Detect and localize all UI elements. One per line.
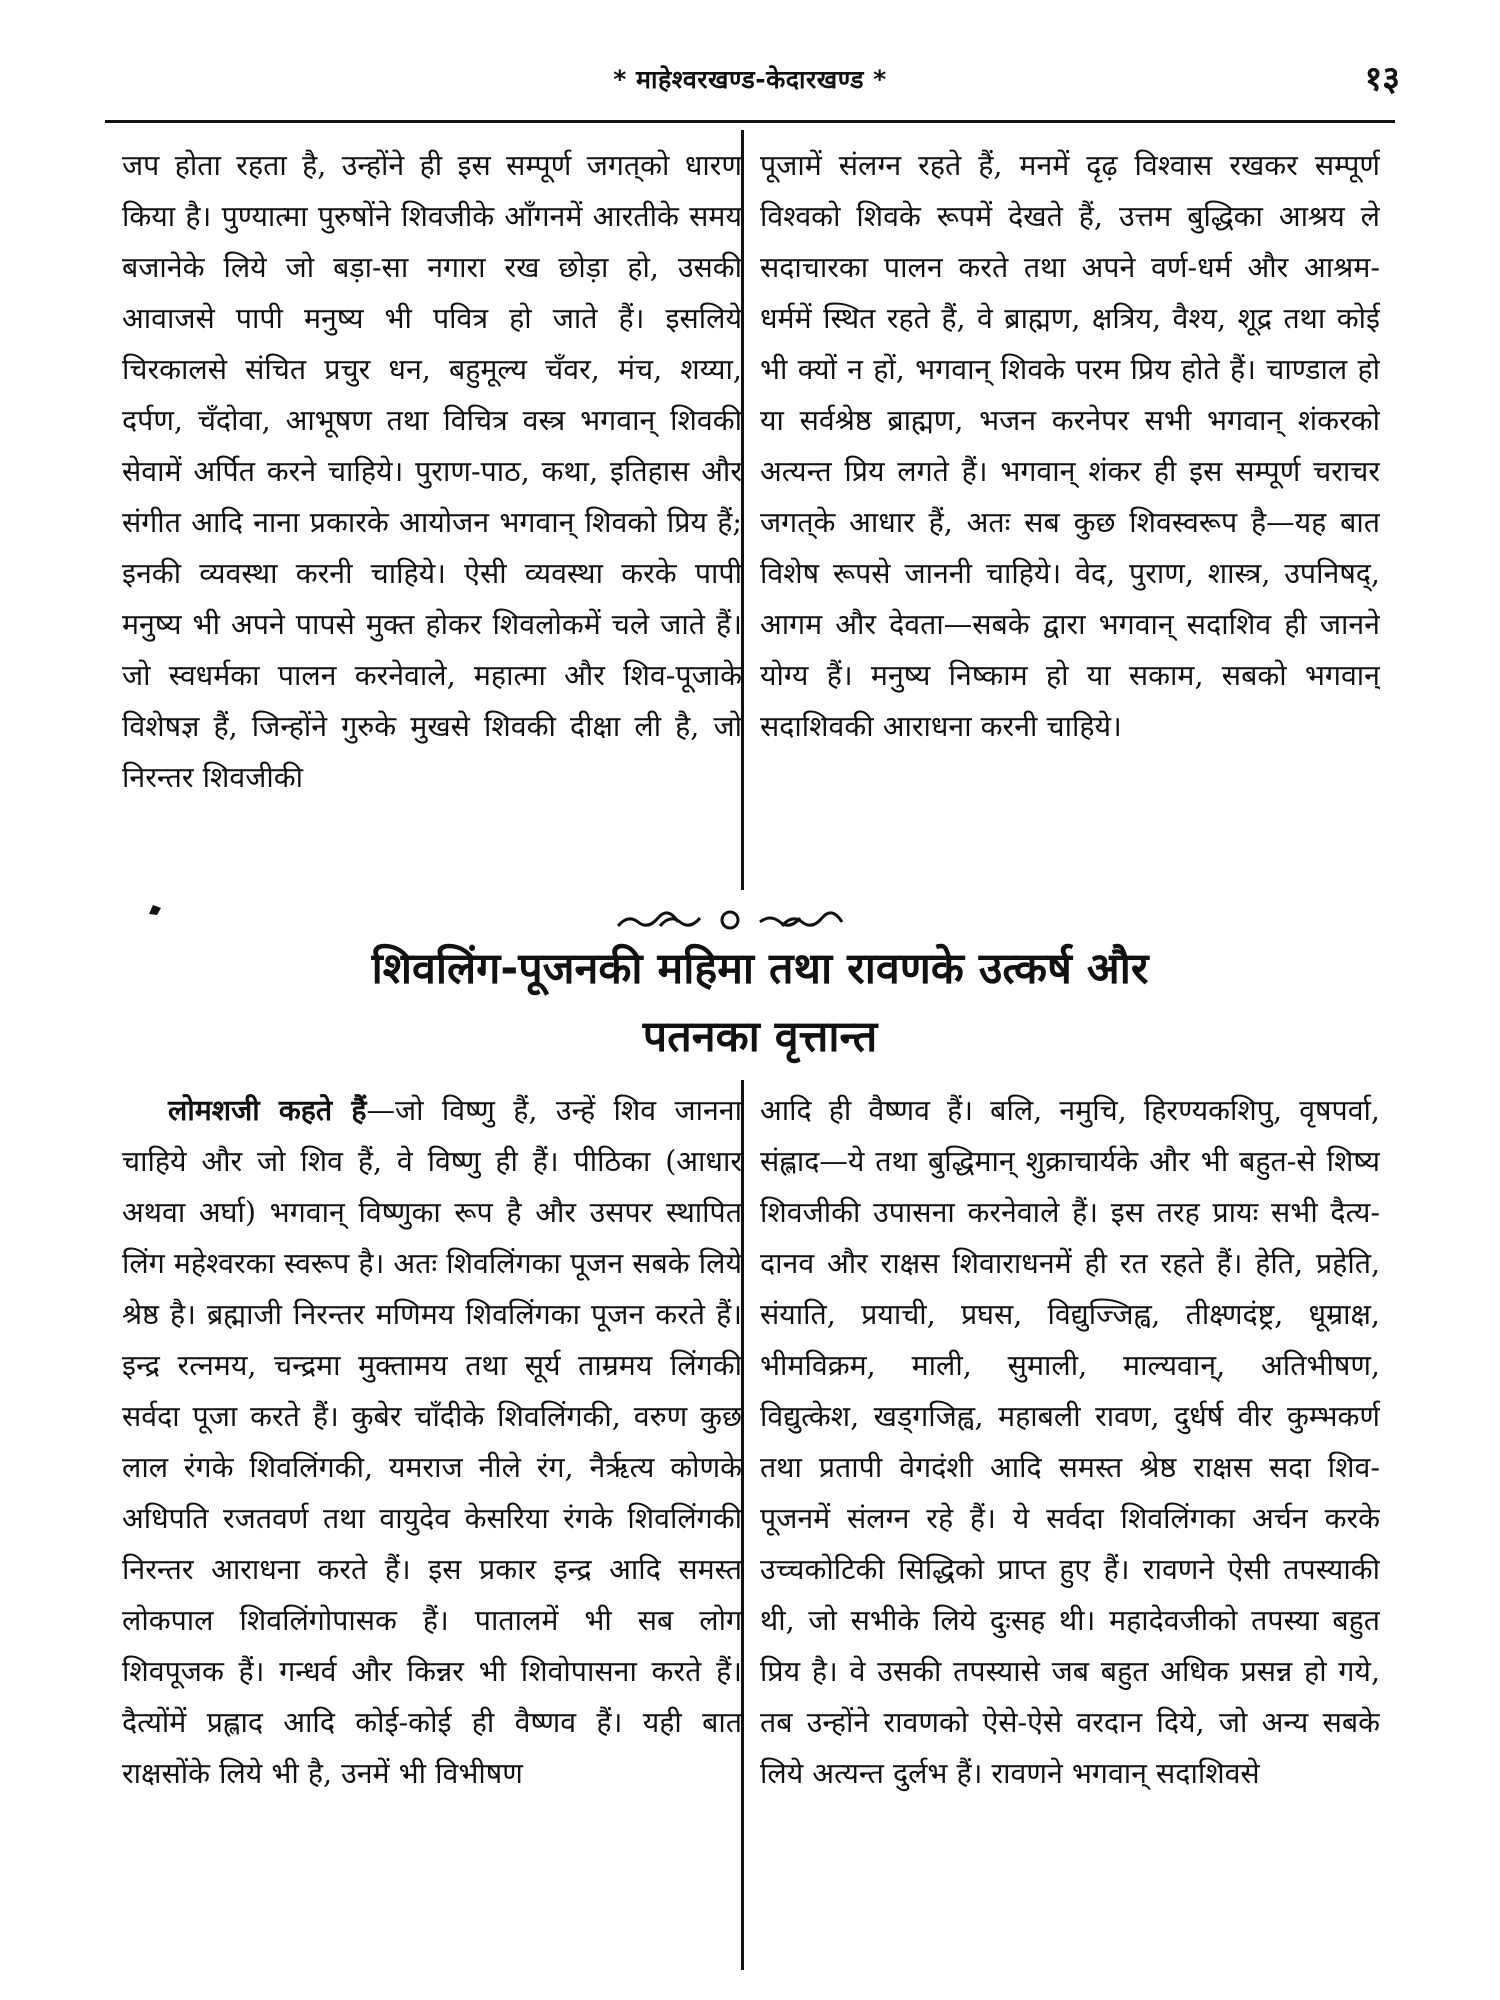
section-heading-line-1: शिवलिंग-पूजनकी महिमा तथा रावणके उत्कर्ष और xyxy=(371,944,1149,994)
bottom-left-paragraph xyxy=(122,1085,742,1799)
page-number: १३ xyxy=(1364,59,1400,99)
bottom-right-column xyxy=(760,1085,1380,1965)
top-left-column xyxy=(122,140,742,885)
top-right-paragraph: पूजामें संलग्न रहते हैं, मनमें दृढ़ विश्वास रखकर सम्पूर्ण विश्वको शिवके रूपमें देखते हैं, उत्तम बुद्धिका आश्रय ले सदाचारका पालन करते तथा अपने वर्ण-धर्म और आश्रम-धर्ममें स्थित रहते हैं, वे ब्राह्मण, क्षत्रिय, वैश्य, शूद्र तथा कोई भी क्यों न हों, भगवान् शिवके परम प्रिय होते हैं। चाण्डाल हो या सर्वश्रेष्ठ ब्राह्मण, भजन करनेपर सभी भगवान् शंकरको अत्यन्त प्रिय लगते हैं। भगवान् शंकर ही इस सम्पूर्ण चराचर जगत्‌के आधार हैं, अतः सब कुछ शिवस्वरूप है—यह बात विशेष रूपसे जाननी चाहिये। वेद, पुराण, शास्त्र, उपनिषद्, आगम और देवता—सबके द्वारा भगवान् सदाशिव ही जानने योग्य हैं। मनुष्य निष्काम हो या सकाम, सबको भगवान् सदाशिवकी आराधना करनी चाहिये। xyxy=(760,149,1380,743)
bottom-left-column xyxy=(122,1085,742,1965)
section-heading-line-2: पतनका वृत्तान्त xyxy=(642,1012,878,1062)
bottom-right-paragraph: आदि ही वैष्णव हैं। बलि, नमुचि, हिरण्यकशिपु, वृषपर्वा, संह्लाद—ये तथा बुद्धिमान् शुक्राचार्यके और भी बहुत-से शिष्य शिवजीकी उपासना करनेवाले हैं। इस तरह प्रायः सभी दैत्य-दानव और राक्षस शिवाराधनमें ही रत रहते हैं। हेति, प्रहेति, संयाति, प्रयाची, प्रघस, विद्युज्जिह्व, तीक्ष्णदंष्ट्र, धूम्राक्ष, भीमविक्रम, माली, सुमाली, माल्यवान्, अतिभीषण, विद्युत्केश, खड्गजिह्व, महाबली रावण, दुर्धर्ष वीर कुम्भकर्ण तथा प्रतापी वेगदंशी आदि समस्त श्रेष्ठ राक्षस सदा शिव-पूजनमें संलग्न रहे हैं। ये सर्वदा शिवलिंगका अर्चन करके उच्चकोटिकी सिद्धिको प्राप्त हुए हैं। रावणने ऐसी तपस्याकी थी, जो सभीके लिये दुःसह थी। महादेवजीको तपस्या बहुत प्रिय है। वे उसकी तपस्यासे जब बहुत अधिक प्रसन्न हो गये, तब उन्होंने रावणको ऐसे-ऐसे वरदान दिये, जो अन्य सबके लिये अत्यन्त दुर्लभ हैं। रावणने भगवान् सदाशिवसे xyxy=(760,1094,1380,1790)
bottom-left-text: —जो विष्णु हैं, उन्हें शिव जानना चाहिये और जो शिव हैं, वे विष्णु ही हैं। पीठिका (आधार अथवा अर्घा) भगवान् विष्णुका रूप है और उसपर स्थापित लिंग महेश्वरका स्वरूप है। अतः शिवलिंगका पूजन सबके लिये श्रेष्ठ है। ब्रह्माजी निरन्तर मणिमय शिवलिंगका पूजन करते हैं। इन्द्र रत्नमय, चन्द्रमा मुक्तामय तथा सूर्य ताम्रमय लिंगकी सर्वदा पूजा करते हैं। कुबेर चाँदीके शिवलिंगकी, वरुण कुछ लाल रंगके शिवलिंगकी, यमराज नीले रंग, नैर्ऋत्य कोणके अधिपति रजतवर्ण तथा वायुदेव केसरिया रंगके शिवलिंगकी निरन्तर आराधना करते हैं। इस प्रकार इन्द्र आदि समस्त लोकपाल शिवलिंगोपासक हैं। पातालमें भी सब लोग शिवपूजक हैं। गन्धर्व और किन्नर भी शिवोपासना करते हैं। दैत्योंमें प्रह्लाद आदि कोई-कोई ही वैष्णव हैं। यही बात राक्षसोंके लिये भी है, उनमें भी विभीषण xyxy=(122,1094,742,1790)
bottom-column-divider xyxy=(741,1080,744,1970)
section-ornament xyxy=(610,902,850,938)
header-rule xyxy=(105,120,1395,123)
speaker-label: लोमशजी कहते हैं xyxy=(168,1093,367,1127)
top-right-column xyxy=(760,140,1380,885)
ink-speck-mark xyxy=(147,903,163,916)
top-column-divider xyxy=(741,130,744,890)
section-heading xyxy=(140,935,1380,1071)
running-head: * माहेश्वरखण्ड-केदारखण्ड * xyxy=(613,65,887,94)
top-left-paragraph: जप होता रहता है, उन्होंने ही इस सम्पूर्ण जगत्‌को धारण किया है। पुण्यात्मा पुरुषोंने शिवजीके आँगनमें आरतीके समय बजानेके लिये जो बड़ा-सा नगारा रख छोड़ा हो, उसकी आवाजसे पापी मनुष्य भी पवित्र हो जाते हैं। इसलिये चिरकालसे संचित प्रचुर धन, बहुमूल्य चँवर, मंच, शय्या, दर्पण, चँदोवा, आभूषण तथा विचित्र वस्त्र भगवान् शिवकी सेवामें अर्पित करने चाहिये। पुराण-पाठ, कथा, इतिहास और संगीत आदि नाना प्रकारके आयोजन भगवान् शिवको प्रिय हैं; इनकी व्यवस्था करनी चाहिये। ऐसी व्यवस्था करके पापी मनुष्य भी अपने पापसे मुक्त होकर शिवलोकमें चले जाते हैं। जो स्वधर्मका पालन करनेवाले, महात्मा और शिव-पूजाके विशेषज्ञ हैं, जिन्होंने गुरुके मुखसे शिवकी दीक्षा ली है, जो निरन्तर शिवजीकी xyxy=(122,149,742,794)
